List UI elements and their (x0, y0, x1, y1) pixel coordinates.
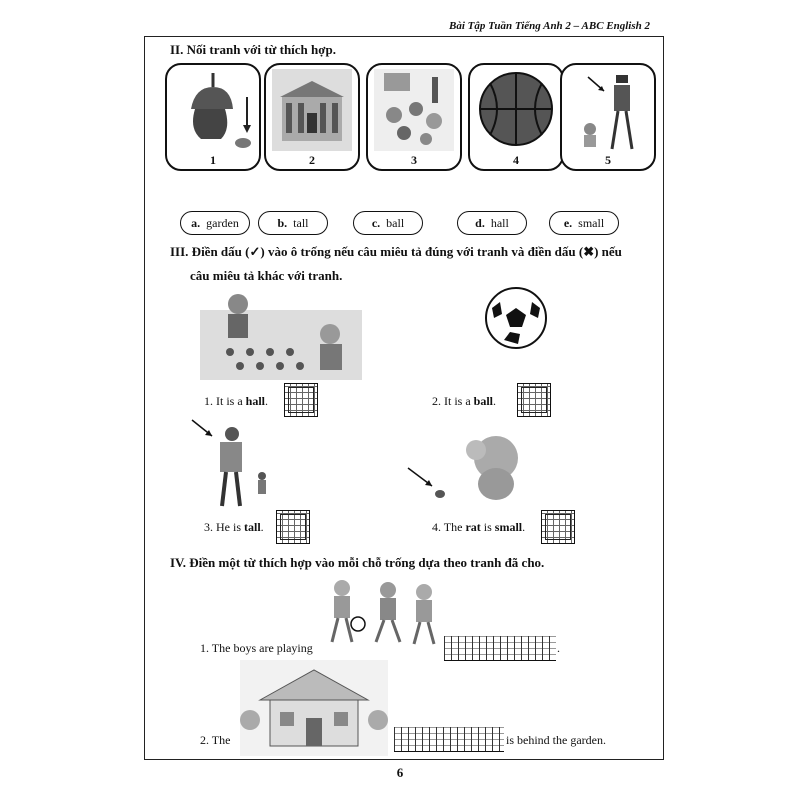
elephant-dog-icon (173, 69, 253, 151)
word-option-b: b. tall (258, 211, 328, 235)
picture-1 (165, 63, 261, 171)
statement-2: 2. It is a ball. (432, 394, 497, 408)
answer-box-2[interactable] (517, 383, 551, 417)
statement-4: 4. The rat is small. (432, 520, 526, 534)
fill-sentence-2-end: is behind the garden. (506, 733, 606, 747)
word-option-e: e. small (549, 211, 619, 235)
fill-sentence-1-end: . (557, 641, 560, 655)
house-garden-image (240, 660, 388, 756)
word-option-d: d. hall (457, 211, 527, 235)
garden-icon (374, 69, 454, 151)
picture-3 (366, 63, 462, 171)
picture-4-number: 4 (513, 153, 519, 167)
page-number: 6 (396, 765, 404, 780)
tall-man-image (190, 418, 280, 510)
picture-2 (264, 63, 360, 171)
fill-blank-2[interactable] (394, 727, 504, 752)
word-option-c: c. ball (353, 211, 423, 235)
statement-1: 1. It is a hall. (204, 394, 269, 408)
answer-box-4[interactable] (541, 510, 575, 544)
picture-1-number: 1 (210, 153, 216, 167)
statement-3: 3. He is tall. (204, 520, 264, 534)
picture-4 (468, 63, 564, 171)
picture-5-number: 5 (605, 153, 611, 167)
picture-2-number: 2 (309, 153, 315, 167)
fill-sentence-1: 1. The boys are playing (200, 641, 313, 655)
fill-blank-1[interactable] (444, 636, 556, 661)
boys-playing-football-image (322, 578, 444, 650)
picture-5 (560, 63, 656, 171)
section-3-heading-line1: III. Điền dấu (✓) vào ô trống nếu câu miêu tả đúng với tranh và điền dấu (✖) nếu (170, 244, 622, 259)
fill-sentence-2: 2. The (200, 733, 231, 747)
picture-3-number: 3 (411, 153, 417, 167)
answer-box-3[interactable] (276, 510, 310, 544)
answer-box-1[interactable] (284, 383, 318, 417)
section-2-heading: II. Nối tranh với từ thích hợp. (170, 42, 336, 57)
page-header: Bài Tập Tuần Tiếng Anh 2 – ABC English 2 (448, 20, 650, 32)
section-4-heading: IV. Điền một từ thích hợp vào mỗi chỗ trống dựa theo tranh đã cho. (170, 555, 545, 570)
soccer-ball-image (484, 286, 548, 350)
basketball-icon (476, 69, 556, 151)
stilt-walker-icon (568, 69, 648, 151)
section-3-heading-line2: câu miêu tả khác với tranh. (190, 268, 343, 283)
garden-scene-image (200, 290, 362, 380)
building-icon (272, 69, 352, 151)
elephant-rat-image (406, 428, 530, 504)
word-option-a: a. garden (180, 211, 250, 235)
